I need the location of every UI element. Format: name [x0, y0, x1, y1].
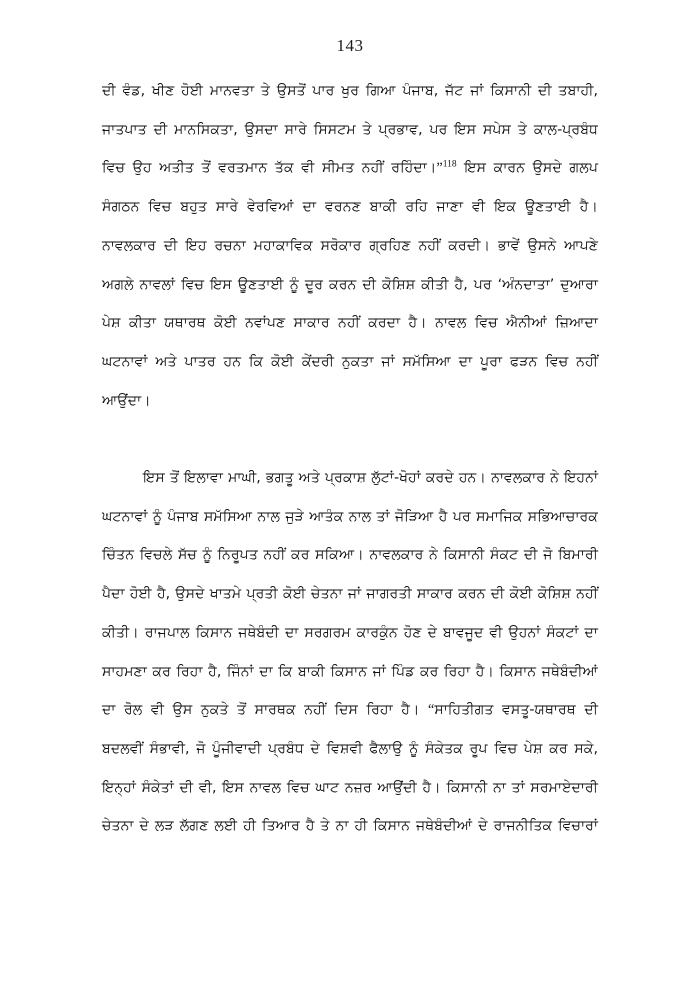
paragraph-1-text-after-footnote: ਇਸ ਕਾਰਨ ਉਸਦੇ ਗਲਪ ਸੰਗਠਨ ਵਿਚ ਬਹੁਤ ਸਾਰੇ ਵੇਰਵਿਆਂ ਦਾ ਵਰਨਣ ਬਾਕੀ ਰਹਿ ਜਾਣਾ ਵੀ ਇਕ ਊਣਤਾਈ ਹੈ। ਨਾਵਲਕਾਰ ਦੀ ਇਹ ਰਚਨਾ ਮਹਾਕਾਵਿਕ ਸਰੋਕਾਰ ਗ੍ਰਹਿਣ ਨਹੀਂ ਕਰਦੀ। ਭਾਵੇਂ ਉਸਨੇ ਆਪਣੇ ਅਗਲੇ ਨਾਵਲਾਂ ਵਿਚ ਇਸ ਊਣਤਾਈ ਨੂੰ ਦੂਰ ਕਰਨ ਦੀ ਕੋਸ਼ਿਸ਼ ਕੀਤੀ ਹੈ, ਪਰ ‘ਅੰਨਦਾਤਾ’ ਦੁਆਰਾ ਪੇਸ਼ ਕੀਤਾ ਯਥਾਰਥ ਕੋਈ ਨਵਾਂਪਣ ਸਾਕਾਰ ਨਹੀਂ ਕਰਦਾ ਹੈ। ਨਾਵਲ ਵਿਚ ਐਨੀਆਂ ਜ਼ਿਆਦਾ ਘਟਨਾਵਾਂ ਅਤੇ ਪਾਤਰ ਹਨ ਕਿ ਕੋਈ ਕੇਂਦਰੀ ਨੁਕਤਾ ਜਾਂ ਸਮੱਸਿਆ ਦਾ ਪੂਰਾ ਫੜਨ ਵਿਚ ਨਹੀਂ ਆਉਂਦਾ।: [102, 160, 599, 409]
page-body-text: [102, 72, 598, 885]
paragraph-2-text-part-1: ਇਸ ਤੋਂ ਇਲਾਵਾ ਮਾਘੀ, ਭਗਤੂ ਅਤੇ ਪ੍ਰਕਾਸ਼ ਲੁੱਟਾਂ-ਖੋਹਾਂ ਕਰਦੇ ਹਨ। ਨਾਵਲਕਾਰ ਨੇ ਇਹਨਾਂ ਘਟਨਾਵਾਂ ਨੂੰ ਪੰਜਾਬ ਸਮੱਸਿਆ ਨਾਲ ਜੁੜੇ ਆਤੰਕ ਨਾਲ ਤਾਂ ਜੋੜਿਆ ਹੈ ਪਰ ਸਮਾਜਿਕ ਸਭਿਆਚਾਰਕ ਚਿੰਤਨ ਵਿਚਲੇ ਸੱਚ ਨੂੰ ਨਿਰੂਪਤ ਨਹੀਂ ਕਰ ਸਕਿਆ। ਨਾਵਲਕਾਰ ਨੇ ਕਿਸਾਨੀ ਸੰਕਟ ਦੀ ਜੋ ਬਿਮਾਰੀ ਪੈਦਾ ਹੋਈ ਹੈ, ਉਸਦੇ ਖਾਤਮੇ ਪ੍ਰਤੀ ਕੋਈ ਚੇਤਨਾ ਜਾਂ ਜਾਗਰਤੀ ਸਾਕਾਰ ਕਰਨ ਦੀ ਕੋਈ ਕੋਸ਼ਿਸ਼ ਨਹੀਂ ਕੀਤੀ। ਰਾਜਪਾਲ ਕਿਸਾਨ ਜਥੇਬੰਦੀ ਦਾ ਸਰਗਰਮ ਕਾਰਕੁੰਨ ਹੋਣ ਦੇ ਬਾਵਜੂਦ ਵੀ ਉਹਨਾਂ ਸੰਕਟਾਂ ਦਾ ਸਾਹਮਣਾ ਕਰ ਰਿਹਾ ਹੈ, ਜਿੰਨਾਂ ਦਾ ਕਿ ਬਾਕੀ ਕਿਸਾਨ ਜਾਂ ਪਿੰਡ ਕਰ ਰਿਹਾ ਹੈ। ਕਿਸਾਨ ਜਥੇਬੰਦੀਆਂ ਦਾ ਰੋਲ ਵੀ ਉਸ ਨੁਕਤੇ ਤੋਂ ਸਾਰਥਕ ਨਹੀਂ ਦਿਸ ਰਿਹਾ ਹੈ।: [102, 470, 598, 719]
paragraph-2-quoted-text: ਸਾਹਿਤੀਗਤ ਵਸਤੂ-ਯਥਾਰਥ ਦੀ ਬਦਲਵੀਂ ਸੰਭਾਵੀ, ਜੋ ਪੂੰਜੀਵਾਦੀ ਪ੍ਰਬੰਧ ਦੇ ਵਿਸ਼ਵੀ ਫੈਲਾਉ ਨੂੰ ਸੰਕੇਤਕ ਰੂਪ ਵਿਚ ਪੇਸ਼ ਕਰ ਸਕੇ, ਇਨ੍ਹਾਂ ਸੰਕੇਤਾਂ ਦੀ ਵੀ, ਇਸ ਨਾਵਲ ਵਿਚ ਘਾਟ ਨਜ਼ਰ ਆਉਂਦੀ ਹੈ।: [102, 702, 598, 796]
paragraph-2: [102, 459, 598, 885]
paragraph-1: [102, 72, 598, 459]
paragraph-1-text-before-footnote: ਦੀ ਵੰਡ, ਖੀਣ ਹੋਈ ਮਾਨਵਤਾ ਤੇ ਉਸਤੋਂ ਪਾਰ ਖੁਰ ਗਿਆ ਪੰਜਾਬ, ਜੱਟ ਜਾਂ ਕਿਸਾਨੀ ਦੀ ਤਬਾਹੀ, ਜਾਤਪਾਤ ਦੀ ਮਾਨਸਿਕਤਾ, ਉਸਦਾ ਸਾਰੇ ਸਿਸਟਮ ਤੇ ਪ੍ਰਭਾਵ, ਪਰ ਇਸ ਸਪੇਸ ਤੇ ਕਾਲ-ਪ੍ਰਬੰਧ ਵਿਚ ਉਹ ਅਤੀਤ ਤੋਂ ਵਰਤਮਾਨ ਤੱਕ ਵੀ ਸੀਮਤ ਨਹੀਂ ਰਹਿੰਦਾ।: [102, 83, 598, 177]
opening-quote-mark: “: [428, 702, 435, 719]
footnote-reference-118: 118: [442, 159, 457, 170]
page-number: 143: [336, 36, 364, 55]
closing-quote-mark: ”: [436, 160, 443, 177]
paragraph-2-text-part-2: ਕਿਸਾਨੀ ਨਾ ਤਾਂ ਸਰਮਾਏਦਾਰੀ ਚੇਤਨਾ ਦੇ ਲੜ ਲੱਗਣ ਲਈ ਹੀ ਤਿਆਰ ਹੈ ਤੇ ਨਾ ਹੀ ਕਿਸਾਨ ਜਥੇਬੰਦੀਆਂ ਦੇ ਰਾਜਨੀਤਿਕ ਵਿਚਾਰਾਂ: [102, 779, 598, 835]
